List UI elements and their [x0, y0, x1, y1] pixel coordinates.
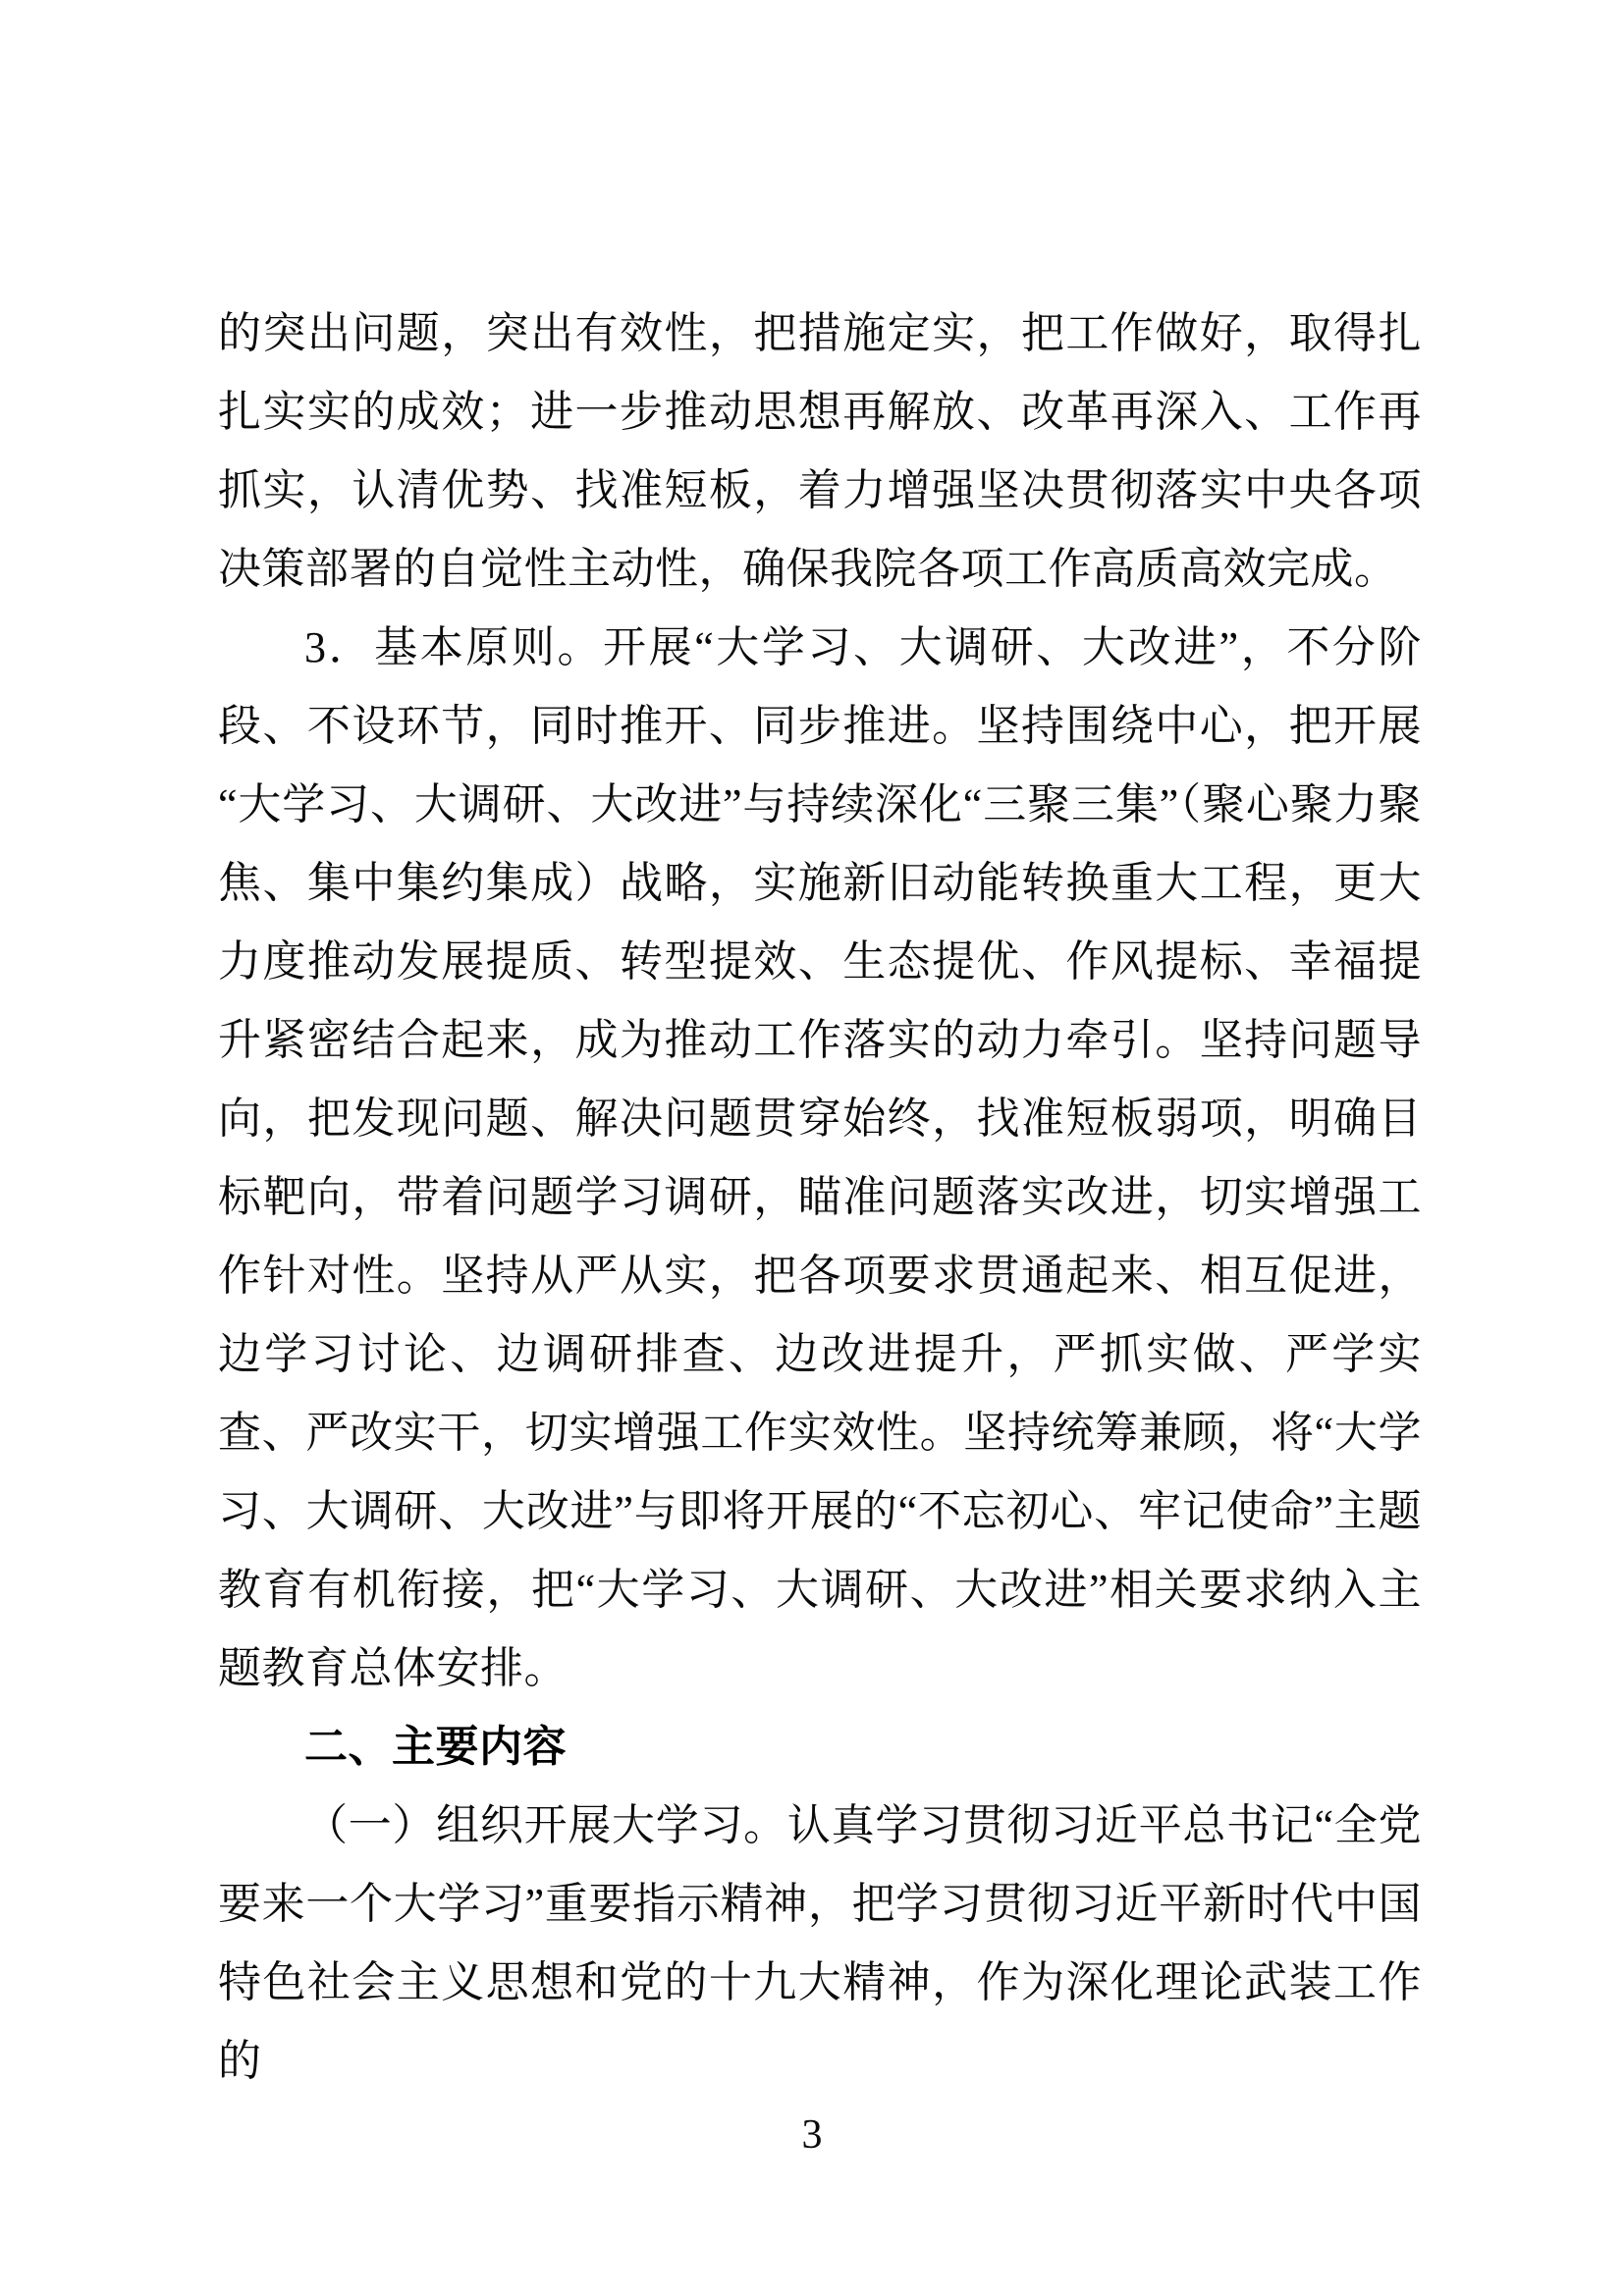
- page-number: 3: [801, 2112, 823, 2158]
- section-heading: 二、主要内容: [304, 1723, 567, 1771]
- paragraph: （一）组织开展大学习。认真学习贯彻习近平总书记“全党要来一个大学习”重要指示精神，把学习贯彻习近平新时代中国特色社会主义思想和党的十九大精神，作为深化理论武装工作的: [218, 1801, 1422, 2085]
- paragraph: 3．基本原则。开展“大学习、大调研、大改进”，不分阶段、不设环节，同时推开、同步推进。坚持围绕中心，把开展“大学习、大调研、大改进”与持续深化“三聚三集”（聚心聚力聚焦、集中集约集成）战略，实施新旧动能转换重大工程，更大力度推动发展提质、转型提效、生态提优、作风提标、幸福提升紧密结合起来，成为推动工作落实的动力牵引。坚持问题导向，把发现问题、解决问题贯穿始终，找准短板弱项，明确目标靶向，带着问题学习调研，瞄准问题落实改进，切实增强工作针对性。坚持从严从实，把各项要求贯通起来、相互促进，边学习讨论、边调研排查、边改进提升，严抓实做、严学实查、严改实干，切实增强工作实效性。坚持统筹兼顾，将“大学习、大调研、大改进”与即将开展的“不忘初心、牢记使命”主题教育有机衔接，把“大学习、大调研、大改进”相关要求纳入主题教育总体安排。: [218, 623, 1422, 1692]
- paragraph: 的突出问题，突出有效性，把措施定实，把工作做好，取得扎扎实实的成效；进一步推动思想再解放、改革再深入、工作再抓实，认清优势、找准短板，着力增强坚决贯彻落实中央各项决策部署的自觉性主动性，确保我院各项工作高质高效完成。: [218, 309, 1422, 593]
- document-body: [218, 294, 1422, 2101]
